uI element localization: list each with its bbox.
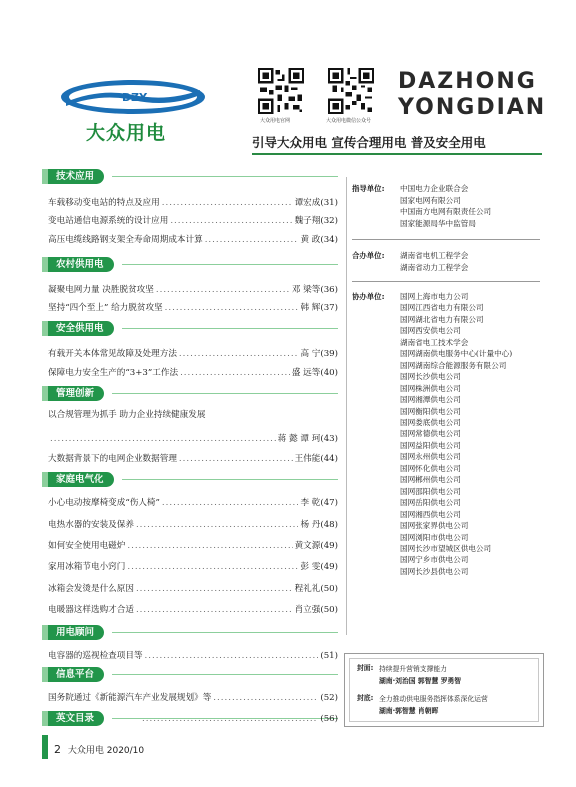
toc-entry-title: 保障电力安全生产的“3+3”工作法 xyxy=(48,368,179,378)
section-header xyxy=(42,667,338,682)
section-title: 安全供用电 xyxy=(42,321,114,336)
toc-entry-title: 大数据背景下的电网企业数据管理 xyxy=(48,454,177,464)
header-rule xyxy=(252,153,542,155)
toc-entry-title: 有载开关本体常见故障及处理方法 xyxy=(48,349,177,359)
qr-caption-wechat: 大众用电微信公众号 xyxy=(326,118,372,124)
toc-entry-title: 车载移动变电站的特点及应用 xyxy=(48,198,160,208)
section-header xyxy=(42,169,338,184)
brand-line-2: YONGDIAN xyxy=(398,95,547,120)
section-rule xyxy=(112,674,338,675)
organization-name: 国网浏阳市供电公司 xyxy=(400,532,469,542)
organization-name: 国网长沙市望城区供电公司 xyxy=(400,543,492,553)
toc-entry[interactable] xyxy=(48,433,338,445)
section-title: 技术应用 xyxy=(42,169,104,184)
toc-entry-title: 高压电缆线路钢支架全寿命周期成本计算 xyxy=(48,235,203,245)
organization-name: 国网张家界供电公司 xyxy=(400,521,469,531)
section-rule xyxy=(122,479,338,480)
organization-name: 国网怀化供电公司 xyxy=(400,463,461,473)
organization-name: 国网湖北省电力有限公司 xyxy=(400,314,484,324)
section-title: 用电顾问 xyxy=(42,625,104,640)
organization-name: 国网娄底供电公司 xyxy=(400,417,461,427)
toc-entry[interactable] xyxy=(48,348,338,360)
guide-units xyxy=(352,183,492,228)
guide-label: 指导单位: xyxy=(352,184,385,193)
organization-name: 国网永州供电公司 xyxy=(400,452,461,462)
assist-list xyxy=(400,291,512,577)
leader-dots xyxy=(136,583,293,595)
slogan: 引导大众用电 宣传合理用电 普及安全用电 xyxy=(252,135,486,150)
toc-entry-title: 坚持“四个至上” 给力脱贫攻坚 xyxy=(48,303,163,313)
toc-entry[interactable] xyxy=(48,604,338,616)
footer-accent-bar xyxy=(42,735,48,759)
toc-entry[interactable] xyxy=(48,692,338,704)
separator xyxy=(352,281,540,282)
organization-name: 国网上海市电力公司 xyxy=(400,292,469,301)
toc-entry-author-page: 蒋 懿 谭 珂(43) xyxy=(277,434,338,444)
cover-credit: 湖南·刘治国 郭智慧 罗勇智 xyxy=(379,677,462,685)
co-label: 合办单位: xyxy=(352,251,385,260)
organization-name: 国网株洲供电公司 xyxy=(400,383,461,393)
organization-name: 国网宁乡市供电公司 xyxy=(400,555,469,565)
toc-entry-author-page: 盛 远等(40) xyxy=(291,368,338,378)
toc-entry[interactable] xyxy=(48,650,338,662)
toc-entry-author-page: 韩 辉(37) xyxy=(300,303,338,313)
organization-name: 国网湘西供电公司 xyxy=(400,509,461,519)
leader-dots xyxy=(145,650,319,662)
organization-name: 湖南省电工技术学会 xyxy=(400,337,469,347)
toc-entry-title: 家用冰箱节电小窍门 xyxy=(48,562,126,572)
toc-entry-title: 如何安全使用电磁炉 xyxy=(48,541,126,551)
leader-dots xyxy=(162,497,299,509)
leader-dots xyxy=(142,713,318,725)
section-header xyxy=(42,386,338,401)
organization-name: 国网郴州供电公司 xyxy=(400,475,461,485)
organization-name: 国网邵阳供电公司 xyxy=(400,486,461,496)
assist-label: 协办单位: xyxy=(352,292,385,301)
leader-dots xyxy=(170,215,292,227)
toc-entry[interactable] xyxy=(48,409,338,421)
back-cover-label: 封底: xyxy=(357,694,374,702)
organization-name: 国网长沙县供电公司 xyxy=(400,566,469,576)
toc-entry-author-page: 黄文源(49) xyxy=(294,541,338,551)
organization-name: 国网常德供电公司 xyxy=(400,429,461,439)
logo-mark-text: DZY xyxy=(122,91,148,104)
toc-entry-author-page: (56) xyxy=(320,714,338,724)
organization-name: 中国电力企业联合会 xyxy=(400,184,469,193)
qr-caption-website: 大众用电官网 xyxy=(260,118,291,124)
toc-entry[interactable] xyxy=(48,497,338,509)
cover-title: 持续提升营销支撑能力 xyxy=(379,665,447,673)
toc-entry-title: 变电站通信电源系统的设计应用 xyxy=(48,216,169,226)
back-cover-title: 全力推动供电服务指挥体系深化运营 xyxy=(379,695,488,703)
toc-entry[interactable] xyxy=(48,215,338,227)
toc-entry-title: 电热水器的安装及保养 xyxy=(48,520,134,530)
toc-entry-author-page: 邓 梁等(36) xyxy=(291,285,338,295)
toc-entry-title: 国务院通过《新能源汽车产业发展规划》等 xyxy=(48,693,212,703)
cover-credits-box xyxy=(344,653,544,727)
guide-list xyxy=(400,183,491,229)
leader-dots xyxy=(136,519,298,531)
section-title: 英文目录 xyxy=(42,711,104,726)
section-rule xyxy=(112,176,338,177)
section-rule xyxy=(122,328,338,329)
column-divider xyxy=(346,177,347,635)
section-rule xyxy=(112,393,338,394)
toc-entry-author-page: (52) xyxy=(320,693,338,703)
organization-name: 国家电网有限公司 xyxy=(400,195,461,205)
cover-label: 封面: xyxy=(357,664,374,672)
leader-dots xyxy=(50,433,276,445)
organization-name: 国网衡阳供电公司 xyxy=(400,406,461,416)
section-title: 管理创新 xyxy=(42,386,104,401)
organization-name: 国网湘潭供电公司 xyxy=(400,395,461,405)
organization-name: 国网岳阳供电公司 xyxy=(400,498,461,508)
toc-entry-author-page: (51) xyxy=(320,651,338,661)
organization-name: 国网西安供电公司 xyxy=(400,326,461,336)
co-list xyxy=(400,250,468,273)
toc-entry[interactable] xyxy=(48,197,338,209)
toc-entry-title: 电暖器这样选购才合适 xyxy=(48,605,134,615)
toc-entry[interactable] xyxy=(48,583,338,595)
section-header xyxy=(42,257,338,272)
toc-entry-title: 电容器的巡视检查项目等 xyxy=(48,651,143,661)
toc-entry-author-page: 黄 政(34) xyxy=(300,235,338,245)
logo-text: 大众用电 xyxy=(86,122,167,144)
toc-entry[interactable] xyxy=(48,367,338,379)
toc-entry-author-page: 魏子翔(32) xyxy=(294,216,338,226)
toc-entry-author-page: 谭宏成(31) xyxy=(294,198,338,208)
organization-name: 国网湖南供电服务中心(计量中心) xyxy=(400,349,513,359)
toc-entry-author-page: 程礼礼(50) xyxy=(294,584,338,594)
section-title: 家庭电气化 xyxy=(42,472,114,487)
leader-dots xyxy=(156,284,290,296)
toc-entry-title: 冰箱会发烫是什么原因 xyxy=(48,584,134,594)
issue-label: 大众用电 2020/10 xyxy=(67,746,145,756)
assist-units xyxy=(352,291,513,576)
leader-dots xyxy=(180,367,290,379)
section-header xyxy=(42,625,338,640)
organization-name: 国网湖南综合能源服务有限公司 xyxy=(400,360,507,370)
organization-name: 国网益阳供电公司 xyxy=(400,440,461,450)
section-header xyxy=(42,472,338,487)
section-rule xyxy=(112,632,338,633)
leader-dots xyxy=(136,604,293,616)
logo-emblem-icon xyxy=(60,78,206,116)
toc-entry[interactable] xyxy=(140,713,338,725)
leader-dots xyxy=(179,453,293,465)
toc-entry-title: 小心电动按摩椅变成“伤人椅” xyxy=(48,498,160,508)
qr-code-website-icon xyxy=(258,68,304,114)
leader-dots xyxy=(179,348,299,360)
toc-entry-author-page: 李 乾(47) xyxy=(300,498,338,508)
toc-entry-title: 凝聚电网力量 决胜脱贫攻坚 xyxy=(48,285,154,295)
organization-name: 湖南省电机工程学会 xyxy=(400,251,469,260)
leader-dots xyxy=(127,561,298,573)
toc-entry[interactable] xyxy=(48,284,338,296)
organization-name: 湖南省动力工程学会 xyxy=(400,262,469,272)
separator xyxy=(352,239,540,240)
leader-dots xyxy=(162,197,293,209)
section-rule xyxy=(122,264,338,265)
section-header xyxy=(42,321,338,336)
co-units xyxy=(352,250,469,272)
organization-name: 国网长沙供电公司 xyxy=(400,372,461,382)
organization-name: 国家能源局华中监管局 xyxy=(400,218,476,228)
leader-dots xyxy=(127,540,292,552)
toc-entry[interactable] xyxy=(48,519,338,531)
leader-dots xyxy=(165,302,299,314)
toc-entry-author-page: 王伟能(44) xyxy=(294,454,338,464)
page-footer xyxy=(54,743,144,756)
toc-entry[interactable] xyxy=(48,234,338,246)
toc-entry[interactable] xyxy=(48,453,338,465)
organization-name: 中国南方电网有限责任公司 xyxy=(400,207,492,216)
toc-entry[interactable] xyxy=(48,561,338,573)
leader-dots xyxy=(205,234,299,246)
qr-code-wechat-icon xyxy=(328,68,374,114)
toc-entry-author-page: 杨 丹(48) xyxy=(300,520,338,530)
back-cover-credit: 湖南·郭智慧 肖朝晖 xyxy=(379,707,439,715)
section-title: 信息平台 xyxy=(42,667,104,682)
leader-dots xyxy=(213,692,318,704)
toc-entry[interactable] xyxy=(48,302,338,314)
toc-entry-author-page: 高 宁(39) xyxy=(300,349,338,359)
magazine-logo xyxy=(60,78,208,150)
toc-entry-author-page: 彭 雯(49) xyxy=(300,562,338,572)
page-number: 2 xyxy=(54,743,61,756)
toc-entry-title: 以合规管理为抓手 助力企业持续健康发展 xyxy=(48,410,206,420)
brand-line-1: DAZHONG xyxy=(398,69,537,94)
section-title: 农村供用电 xyxy=(42,257,114,272)
organization-name: 国网江西省电力有限公司 xyxy=(400,303,484,313)
toc-entry-author-page: 肖立强(50) xyxy=(294,605,338,615)
toc-entry[interactable] xyxy=(48,540,338,552)
